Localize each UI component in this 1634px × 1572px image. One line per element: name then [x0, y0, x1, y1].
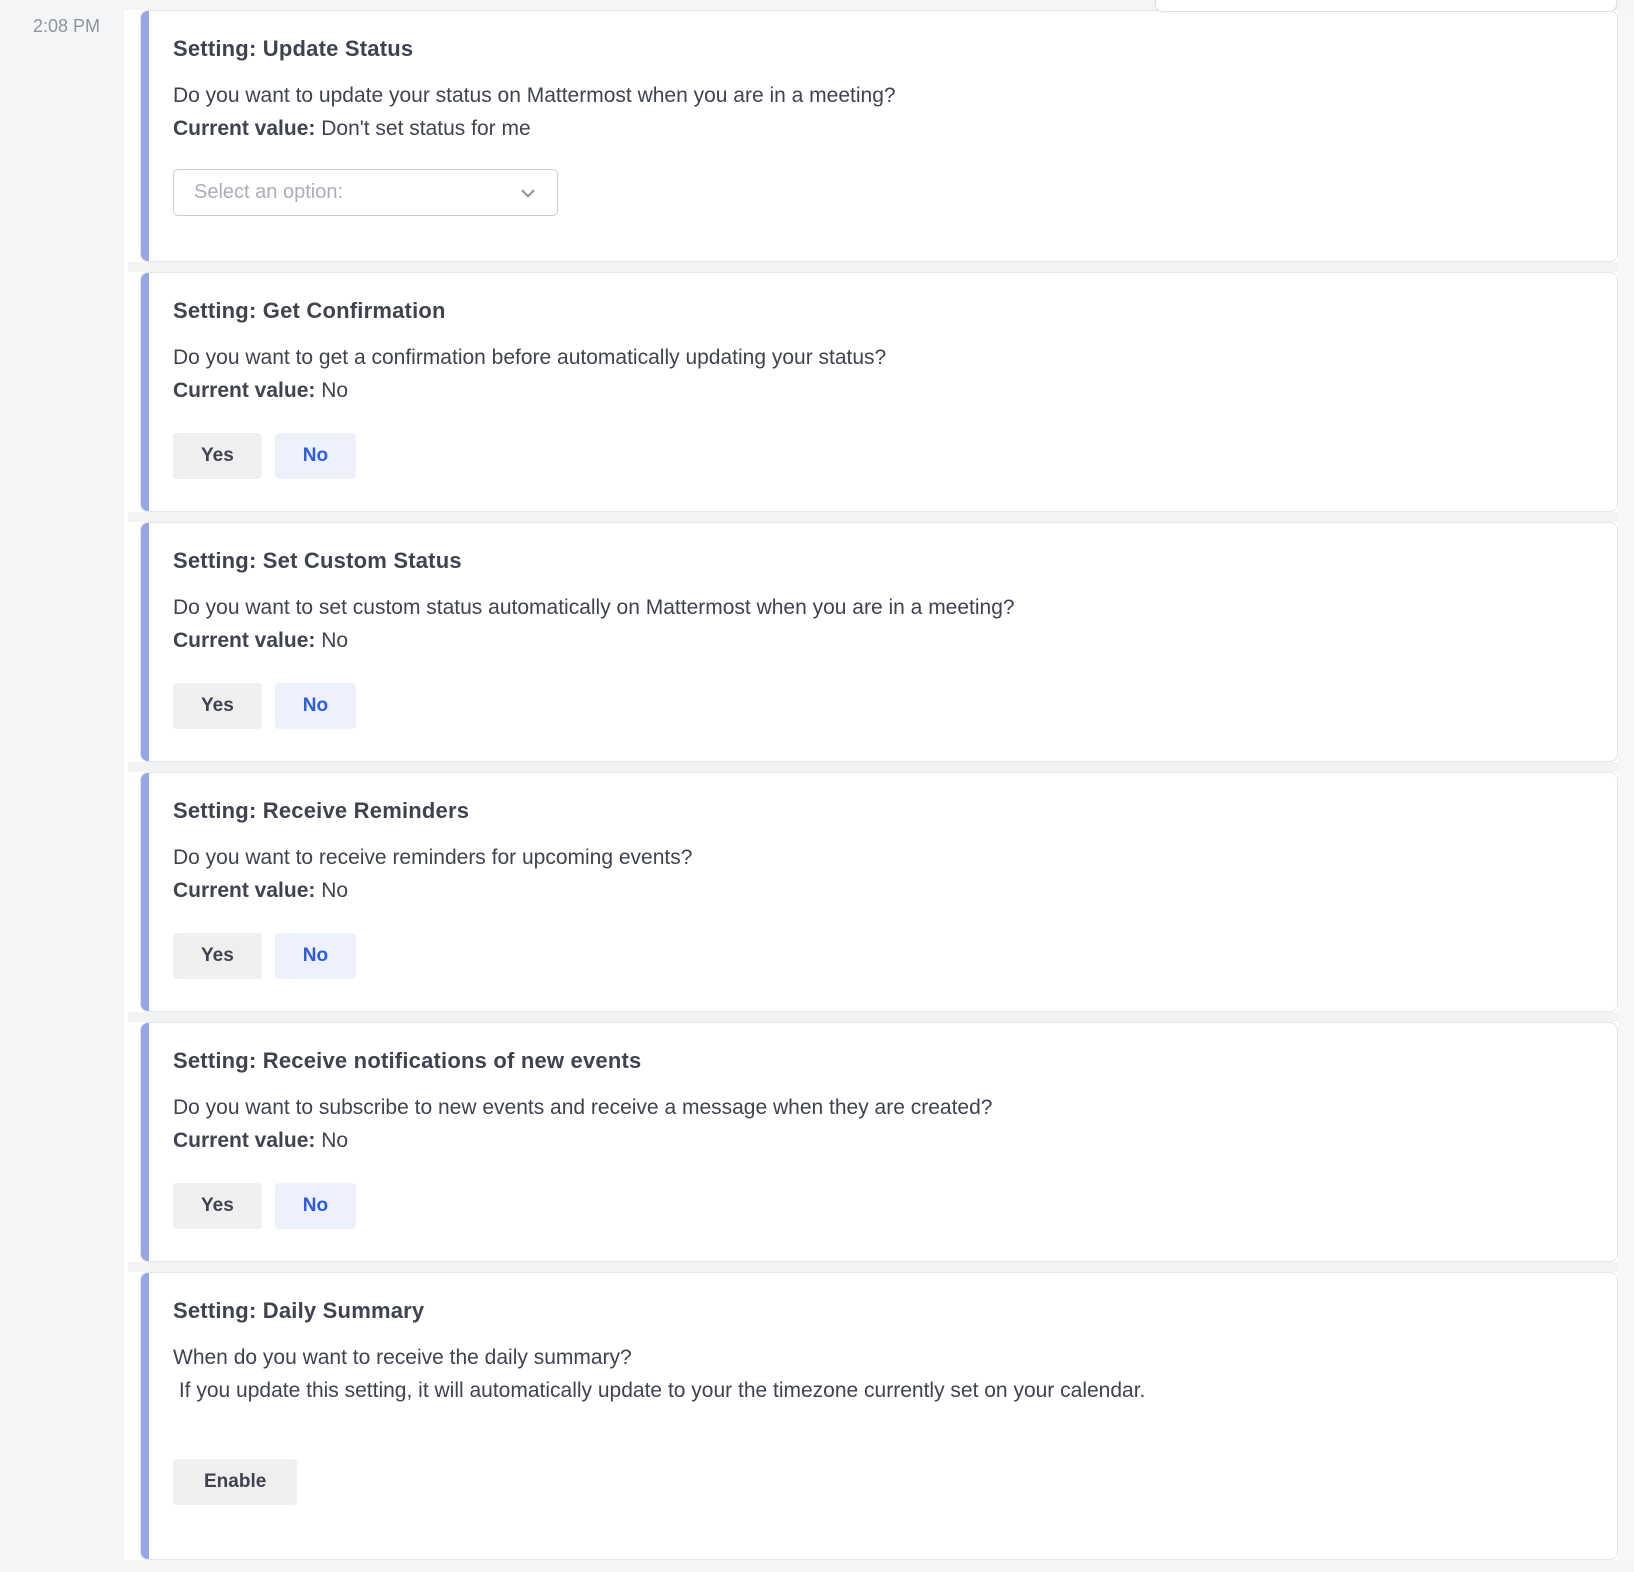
current-value-label: Current value: — [173, 629, 316, 652]
current-value-text: No — [321, 879, 349, 902]
setting-title: Setting: Get Confirmation — [173, 298, 446, 323]
setting-actions — [173, 933, 1589, 979]
setting-actions — [173, 433, 1589, 479]
message-timestamp: 2:08 PM — [33, 16, 101, 36]
setting-title: Setting: Update Status — [173, 36, 414, 61]
message-attachments-panel — [124, 10, 1618, 1560]
card-gap — [128, 512, 1618, 522]
no-button[interactable]: No — [275, 683, 356, 729]
current-value-label: Current value: — [173, 379, 316, 402]
setting-actions — [173, 683, 1589, 729]
setting-title: Setting: Daily Summary — [173, 1298, 425, 1323]
no-button[interactable]: No — [275, 1183, 356, 1229]
current-value-text: Don't set status for me — [321, 117, 531, 140]
message-actions-toolbar-partial — [1155, 0, 1617, 12]
setting-current-value — [173, 112, 1589, 145]
current-value-label: Current value: — [173, 117, 316, 140]
setting-question: When do you want to receive the daily summary? — [173, 1346, 632, 1369]
setting-current-value — [173, 1124, 1589, 1157]
setting-card — [140, 272, 1618, 512]
message-gutter — [0, 0, 124, 1572]
setting-question: Do you want to update your status on Mattermost when you are in a meeting? — [173, 84, 896, 107]
yes-button[interactable]: Yes — [173, 683, 262, 729]
setting-title: Setting: Receive notifications of new events — [173, 1048, 642, 1073]
yes-button[interactable]: Yes — [173, 1183, 262, 1229]
setting-cards-list — [124, 10, 1618, 1560]
attachment-accent-bar — [141, 273, 149, 511]
select-placeholder: Select an option: — [194, 181, 343, 203]
setting-question: Do you want to subscribe to new events and receive a message when they are created? — [173, 1096, 993, 1119]
setting-question: Do you want to receive reminders for upcoming events? — [173, 846, 693, 869]
enable-button[interactable]: Enable — [173, 1459, 297, 1505]
current-value-label: Current value: — [173, 1129, 316, 1152]
current-value-text: No — [321, 1129, 349, 1152]
setting-card — [140, 10, 1618, 262]
attachment-accent-bar — [141, 1273, 149, 1559]
chevron-down-icon — [517, 182, 539, 204]
attachment-accent-bar — [141, 773, 149, 1011]
card-gap — [128, 262, 1618, 272]
yes-button[interactable]: Yes — [173, 933, 262, 979]
setting-card — [140, 1022, 1618, 1262]
setting-question: Do you want to get a confirmation before automatically updating your status? — [173, 346, 887, 369]
setting-title: Setting: Set Custom Status — [173, 548, 462, 573]
card-gap — [128, 762, 1618, 772]
setting-card — [140, 772, 1618, 1012]
setting-current-value — [173, 874, 1589, 907]
yes-button[interactable]: Yes — [173, 433, 262, 479]
attachment-accent-bar — [141, 11, 149, 261]
setting-actions — [173, 1459, 1589, 1505]
page-bottom-divider — [0, 1560, 1634, 1572]
current-value-text: No — [321, 629, 349, 652]
attachment-accent-bar — [141, 1023, 149, 1261]
setting-title: Setting: Receive Reminders — [173, 798, 470, 823]
current-value-text: No — [321, 379, 349, 402]
current-value-label: Current value: — [173, 879, 316, 902]
card-gap — [128, 1012, 1618, 1022]
setting-note: If you update this setting, it will automatically update to your the timezone currently set on your calendar. — [173, 1379, 1146, 1402]
card-gap — [128, 1262, 1618, 1272]
setting-card — [140, 1272, 1618, 1560]
no-button[interactable]: No — [275, 433, 356, 479]
setting-current-value — [173, 624, 1589, 657]
scrollbar-track[interactable] — [1618, 10, 1634, 1560]
attachment-accent-bar — [141, 523, 149, 761]
setting-card — [140, 522, 1618, 762]
no-button[interactable]: No — [275, 933, 356, 979]
setting-current-value — [173, 374, 1589, 407]
setting-question: Do you want to set custom status automatically on Mattermost when you are in a meeting? — [173, 596, 1015, 619]
option-select[interactable] — [173, 169, 558, 216]
setting-actions — [173, 1183, 1589, 1229]
